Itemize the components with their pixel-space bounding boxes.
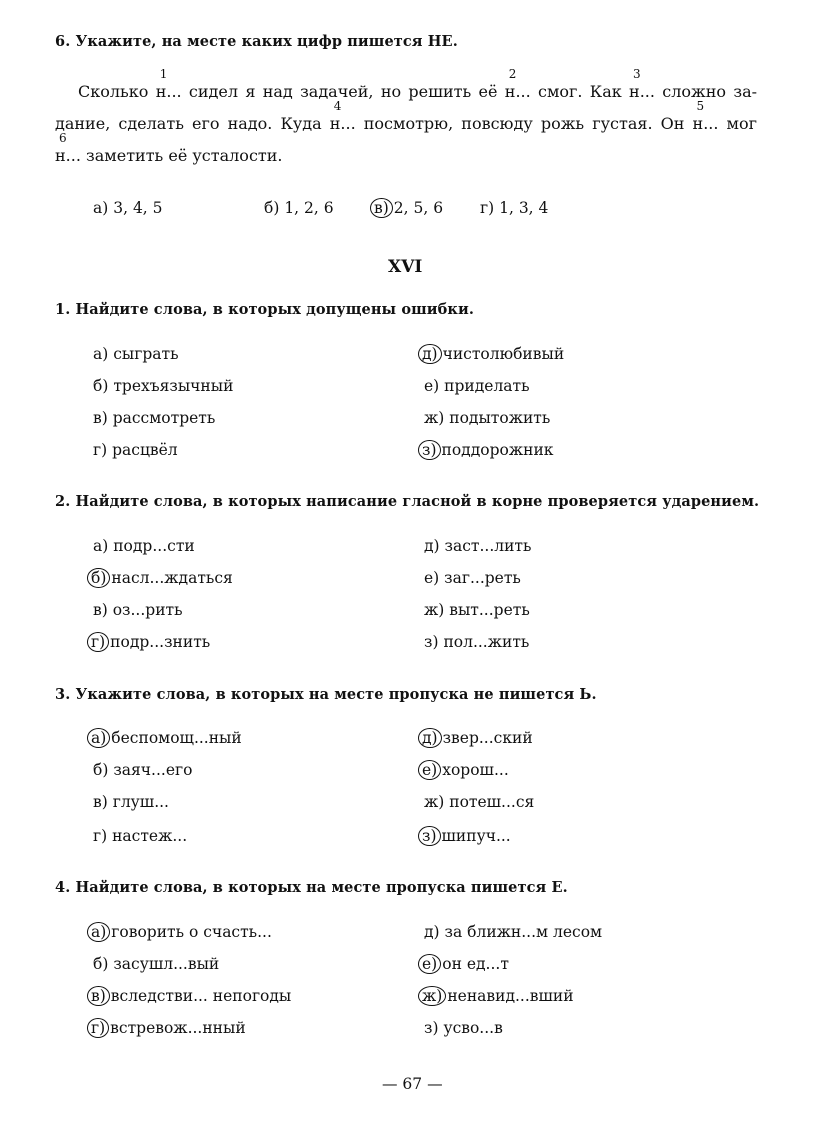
word-option — [93, 954, 219, 974]
word-option — [93, 986, 291, 1006]
option-text: оз...рить — [107, 601, 183, 619]
option-label: б) — [93, 761, 109, 779]
option-label: ж) — [424, 793, 445, 811]
text-segment: Сколько — [78, 82, 156, 101]
question-heading: 3. Укажите слова, в которых на месте пропуска не пишется Ь. — [55, 686, 597, 703]
word-option — [93, 728, 242, 748]
option-text: 3, 4, 5 — [108, 199, 163, 217]
word-option — [93, 760, 192, 780]
option-text: 1, 2, 6 — [279, 199, 334, 217]
option-label: ж) — [424, 601, 445, 619]
text-segment: сидел я над задачей, но решить её — [181, 82, 505, 101]
blank-number: 1 — [159, 67, 168, 81]
option-text: поддорожник — [441, 441, 554, 459]
circled-answer-label: е) — [418, 954, 441, 974]
option-text: трехъязычный — [108, 377, 234, 395]
word-option — [93, 376, 233, 396]
option-text: настеж... — [107, 827, 188, 845]
word-option — [424, 954, 509, 974]
word-option — [424, 568, 521, 588]
numbered-blank — [155, 67, 182, 101]
circled-answer-label: ж) — [418, 986, 446, 1006]
word-option — [93, 440, 178, 460]
word-option — [424, 536, 531, 556]
option-label: г) — [480, 199, 495, 217]
text-segment: дание, сделать его надо. Куда — [55, 114, 330, 133]
option-text: 1, 3, 4 — [494, 199, 549, 217]
question-heading: 1. Найдите слова, в которых допущены ошибки. — [55, 301, 474, 318]
blank-text: н... — [504, 82, 531, 101]
text-segment: сложно за- — [654, 82, 758, 101]
option-label: в) — [93, 793, 108, 811]
option-text: потеш...ся — [444, 793, 535, 811]
answer-option — [376, 198, 443, 218]
text-segment: смог. Как — [530, 82, 630, 101]
option-text: рассмотреть — [107, 409, 216, 427]
option-label: е) — [424, 569, 440, 587]
word-option — [93, 536, 195, 556]
option-text: хорош... — [442, 761, 509, 779]
option-label: з) — [424, 633, 439, 651]
numbered-blank — [692, 99, 719, 133]
option-label: б) — [264, 199, 280, 217]
text-segment: заметить её усталости. — [80, 146, 283, 165]
word-option — [424, 792, 534, 812]
option-text: говорить о счасть... — [111, 923, 272, 941]
option-text: расцвёл — [107, 441, 178, 459]
paragraph-line — [55, 131, 283, 165]
circled-answer-label: д) — [418, 728, 442, 748]
numbered-blank — [504, 67, 531, 101]
option-text: подр...знить — [110, 633, 211, 651]
option-label: в) — [93, 409, 108, 427]
blank-number: 2 — [508, 67, 517, 81]
circled-answer-label: в) — [87, 986, 110, 1006]
word-option — [424, 440, 553, 460]
section-title: XVI — [388, 257, 423, 277]
option-text: звер...ский — [442, 729, 533, 747]
option-text: подытожить — [444, 409, 551, 427]
circled-answer-label: з) — [418, 440, 441, 460]
blank-text: н... — [55, 146, 81, 165]
option-text: заст...лить — [439, 537, 532, 555]
word-option — [424, 1018, 503, 1038]
word-option — [424, 760, 509, 780]
option-text: заяч...его — [108, 761, 193, 779]
word-option — [93, 600, 183, 620]
text-segment: посмотрю, повсюду рожь густая. Он — [355, 114, 693, 133]
numbered-blank — [329, 99, 356, 133]
option-text: чистолюбивый — [442, 345, 565, 363]
answer-option — [93, 198, 163, 218]
word-option — [93, 826, 187, 846]
option-label: а) — [93, 199, 109, 217]
option-text: беспомощ...ный — [111, 729, 242, 747]
option-text: засушл...вый — [108, 955, 220, 973]
option-text: насл...ждаться — [111, 569, 233, 587]
page-number: — 67 — — [382, 1075, 443, 1093]
option-text: шипуч... — [441, 827, 511, 845]
option-text: заг...реть — [439, 569, 521, 587]
option-label: б) — [93, 377, 109, 395]
option-text: пол...жить — [438, 633, 530, 651]
option-text: ненавид...вший — [447, 987, 574, 1005]
option-label: а) — [93, 537, 109, 555]
numbered-blank — [55, 131, 81, 165]
numbered-blank — [629, 67, 655, 101]
answer-option — [480, 198, 548, 218]
option-label: з) — [424, 1019, 439, 1037]
word-option — [424, 728, 533, 748]
option-label: а) — [93, 345, 109, 363]
option-text: подр...сти — [108, 537, 195, 555]
option-text: выт...реть — [444, 601, 530, 619]
word-option — [424, 344, 564, 364]
question-heading: 4. Найдите слова, в которых на месте пропуска пишется Е. — [55, 879, 568, 896]
word-option — [93, 922, 272, 942]
option-text: усво...в — [438, 1019, 503, 1037]
question-heading: 2. Найдите слова, в которых написание гласной в корне проверяется ударением. — [55, 493, 760, 510]
option-label: е) — [424, 377, 440, 395]
word-option — [424, 408, 550, 428]
option-text: он ед...т — [442, 955, 509, 973]
option-label: д) — [424, 923, 440, 941]
blank-text: н... — [155, 82, 182, 101]
word-option — [424, 922, 602, 942]
text-segment: мог — [718, 114, 758, 133]
option-text: вследстви... непогоды — [110, 987, 292, 1005]
blank-number: 4 — [333, 99, 342, 113]
circled-answer-label: г) — [87, 632, 109, 652]
option-label: г) — [93, 441, 108, 459]
answer-option — [264, 198, 334, 218]
paragraph-line — [55, 99, 758, 133]
word-option — [424, 826, 511, 846]
option-text: за ближн...м лесом — [439, 923, 603, 941]
circled-answer-label: в) — [370, 198, 393, 218]
option-label: в) — [93, 601, 108, 619]
question-6-heading: 6. Укажите, на месте каких цифр пишется НЕ. — [55, 33, 458, 50]
option-label: б) — [93, 955, 109, 973]
word-option — [424, 376, 530, 396]
blank-text: н... — [629, 82, 655, 101]
word-option — [93, 344, 179, 364]
blank-text: н... — [692, 114, 719, 133]
blank-text: н... — [329, 114, 356, 133]
option-text: приделать — [439, 377, 530, 395]
word-option — [424, 632, 529, 652]
word-option — [93, 408, 215, 428]
word-option — [93, 568, 233, 588]
word-option — [424, 986, 574, 1006]
circled-answer-label: з) — [418, 826, 441, 846]
paragraph-line — [78, 67, 758, 101]
option-label: г) — [93, 827, 108, 845]
word-option — [93, 1018, 246, 1038]
word-option — [424, 600, 530, 620]
option-label: д) — [424, 537, 440, 555]
option-text: сыграть — [108, 345, 179, 363]
option-text: глуш... — [107, 793, 169, 811]
blank-number: 6 — [59, 131, 67, 145]
circled-answer-label: а) — [87, 922, 110, 942]
circled-answer-label: а) — [87, 728, 110, 748]
option-text: 2, 5, 6 — [393, 199, 444, 217]
circled-answer-label: г) — [87, 1018, 109, 1038]
option-label: ж) — [424, 409, 445, 427]
circled-answer-label: б) — [87, 568, 110, 588]
option-text: встревож...нный — [110, 1019, 246, 1037]
word-option — [93, 632, 210, 652]
circled-answer-label: е) — [418, 760, 441, 780]
circled-answer-label: д) — [418, 344, 442, 364]
blank-number: 3 — [633, 67, 641, 81]
word-option — [93, 792, 169, 812]
blank-number: 5 — [696, 99, 705, 113]
